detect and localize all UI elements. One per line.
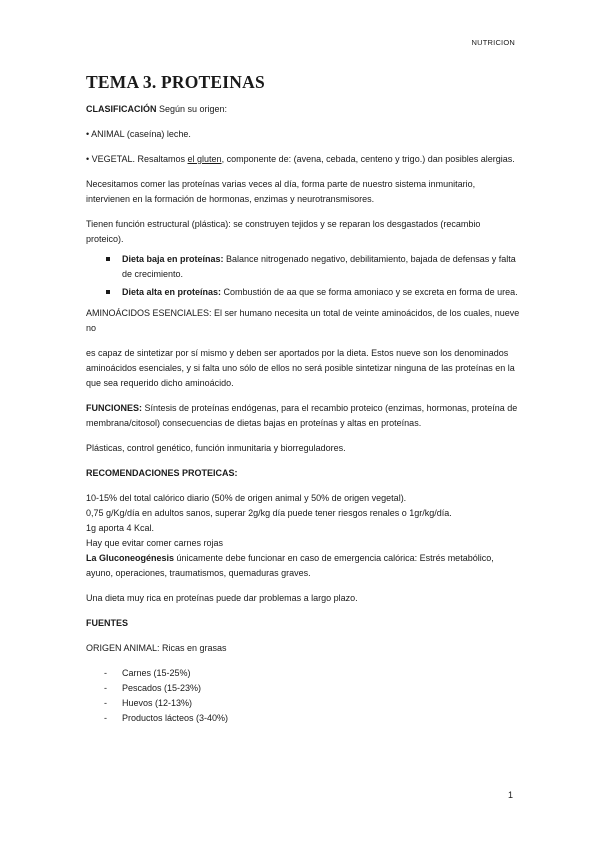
origen-animal-item: • ANIMAL (caseína) leche.: [86, 129, 191, 139]
fuentes-heading-text: FUENTES: [86, 618, 129, 628]
paragraph-funcion-estructural: Tienen función estructural (plástica): se construyen tejidos y se reparan los desgastados (recambio proteico).: [86, 219, 481, 244]
fuentes-heading: [86, 616, 520, 631]
page-title: TEMA 3. PROTEINAS: [86, 72, 265, 92]
list-item: [86, 285, 520, 300]
fuentes-list: [86, 666, 520, 726]
paragraph-necesitamos: Necesitamos comer las proteínas varias veces al día, forma parte de nuestro sistema inmunitario, intervienen en la formación de hormonas, enzimas y neurotransmisores.: [86, 179, 476, 204]
funciones-text: Síntesis de proteínas endógenas, para el recambio proteico (enzimas, hormonas, proteína de membrana/citosol) consecuencias de dietas bajas en proteínas y altas en proteínas.: [86, 403, 518, 428]
paragraph-aminoacidos-1: AMINOÁCIDOS ESENCIALES: El ser humano necesita un total de veinte aminoácidos, de los cuales, nueve no: [86, 308, 520, 333]
recomendaciones-heading: [86, 466, 520, 481]
page-number: 1: [507, 790, 513, 800]
gluconeogenesis-text: únicamente debe funcionar en caso de emergencia calórica: Estrés metabólico, ayuno, operaciones, traumatismos, quemaduras graves.: [86, 553, 494, 578]
recomendacion-line: 0,75 g/Kg/día en adultos sanos, superar 2g/kg día puede tener riesgos renales o 1gr/kg/día.: [86, 508, 452, 518]
paragraph-gluconeogenesis: [86, 551, 520, 581]
list-item: [86, 252, 520, 282]
origen-animal-line: ORIGEN ANIMAL: Ricas en grasas: [86, 643, 227, 653]
origen-vegetal-item: [86, 152, 520, 167]
list-item: - Huevos (12-13%): [86, 696, 520, 711]
gluten-term: el gluten: [187, 154, 222, 164]
list-item: - Productos lácteos (3-40%): [86, 711, 520, 726]
recomendaciones-heading-text: RECOMENDACIONES PROTEICAS:: [86, 468, 238, 478]
list-item: - Pescados (15-23%): [86, 681, 520, 696]
running-header: NUTRICION: [471, 38, 515, 47]
clasificacion-line: [86, 102, 520, 117]
diet-label: Dieta alta en proteínas:: [122, 287, 222, 297]
diet-list: [86, 252, 520, 300]
paragraph-funciones: [86, 401, 520, 431]
diet-text: Combustión de aa que se forma amoniaco y se excreta en forma de urea.: [221, 287, 518, 297]
clasificacion-text: Según su origen:: [156, 104, 228, 114]
paragraph-dieta-rica: Una dieta muy rica en proteínas puede dar problemas a largo plazo.: [86, 593, 358, 603]
diet-label: Dieta baja en proteínas:: [122, 254, 224, 264]
recomendacion-line: Hay que evitar comer carnes rojas: [86, 538, 224, 548]
gluconeogenesis-label: La Gluconeogénesis: [86, 553, 175, 563]
funciones-label: FUNCIONES:: [86, 403, 142, 413]
recomendacion-line: 10-15% del total calórico diario (50% de origen animal y 50% de origen vegetal).: [86, 493, 407, 503]
list-item: - Carnes (15-25%): [86, 666, 520, 681]
diet-text: Balance nitrogenado negativo, debilitamiento, bajada de defensas y falta de crecimiento.: [122, 254, 516, 279]
document-body: [86, 102, 520, 726]
paragraph-aminoacidos-2: es capaz de sintetizar por sí mismo y deben ser aportados por la dieta. Estos nueve son los denominados aminoácidos esenciales, y si falta uno sólo de ellos no será posible sintetizar ninguna de las proteínas en la que sea requerido dicho aminoácido.: [86, 348, 515, 388]
clasificacion-label: CLASIFICACIÓN: [86, 104, 157, 114]
vegetal-rest: , componente de: (avena, cebada, centeno y trigo.) dan posibles alergias.: [221, 154, 515, 164]
recomendacion-line: 1g aporta 4 Kcal.: [86, 523, 155, 533]
vegetal-lead: • VEGETAL. Resaltamos: [86, 154, 188, 164]
paragraph-plasticas: Plásticas, control genético, función inmunitaria y biorreguladores.: [86, 443, 346, 453]
